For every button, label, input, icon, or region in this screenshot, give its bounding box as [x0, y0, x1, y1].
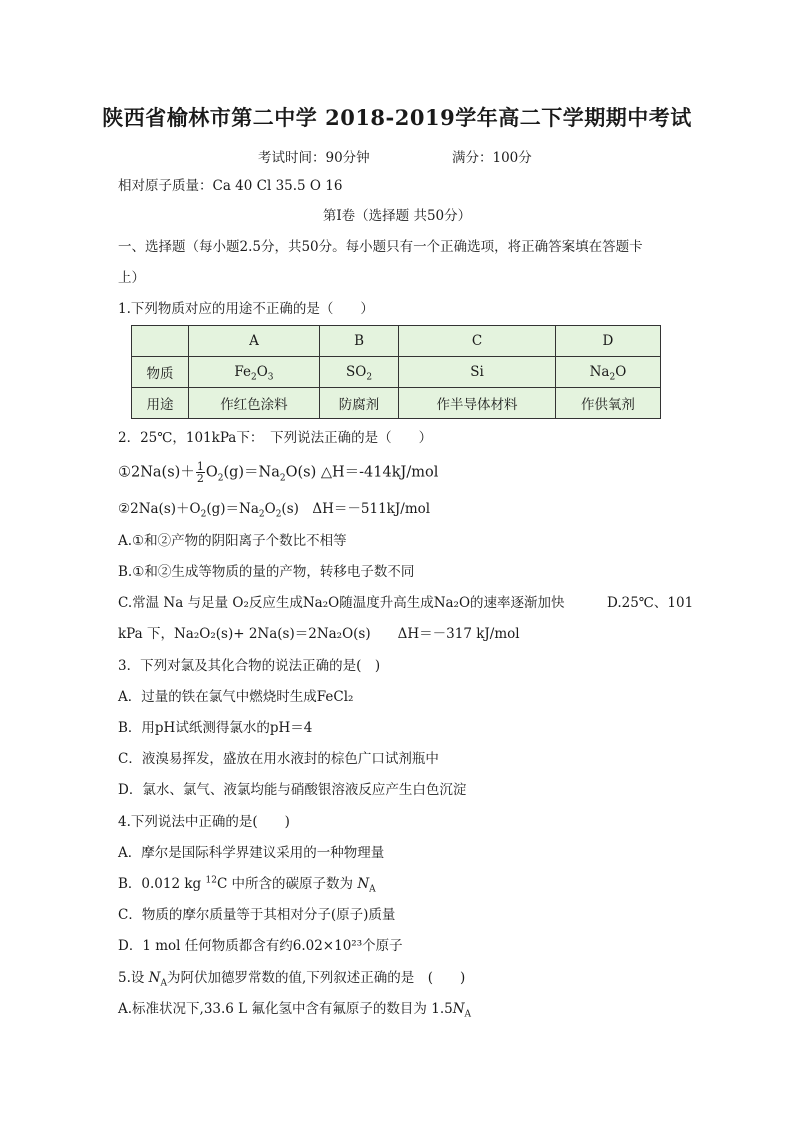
table-row: [132, 326, 661, 357]
table-cell: 作红色涂料: [189, 388, 320, 419]
q4-option-a: A．摩尔是国际科学界建议采用的一种物理量: [118, 845, 385, 861]
q1-table: [131, 325, 661, 419]
table-cell: 作供氧剂: [555, 388, 660, 419]
page-title: 陕西省榆林市第二中学 2018-2019学年高二下学期期中考试: [102, 105, 692, 130]
q2-stem: 2．25℃，101kPa下： 下列说法正确的是（ ）: [118, 430, 433, 446]
q3-option-d: D．氯水、氯气、液氯均能与硝酸银溶液反应产生白色沉淀: [118, 782, 467, 798]
table-cell: B: [319, 326, 398, 357]
q5-option-a: A.标准状况下,33.6 L 氟化氢中含有氟原子的数目为 $1.5N_A$: [118, 1001, 472, 1020]
q2-option-c: C.常温 Na 与足量 O₂反应生成Na₂O随温度升高生成Na₂O的速率逐渐加快: [118, 595, 565, 611]
table-row: [132, 357, 661, 388]
atomic-mass: 相对原子质量：Ca 40 Cl 35.5 O 16: [118, 178, 343, 194]
q4-option-b: B．0.012 kg $^{12}$C 中所含的碳原子数为 $N_A$: [118, 875, 376, 895]
exam-time: 考试时间：90分钟: [258, 150, 370, 166]
table-cell: [132, 326, 189, 357]
table-cell: A: [189, 326, 320, 357]
q2-equation-1: ①2Na(s)＋ $\frac{1}{2}$ $O_2(g)=Na_2O(s)$ △H＝-414kJ/mol: [118, 460, 439, 485]
q3-option-a: A．过量的铁在氯气中燃烧时生成FeCl₂: [118, 689, 354, 705]
table-cell: $SO_2$: [319, 357, 398, 388]
q3-stem: 3．下列对氯及其化合物的说法正确的是( ): [118, 658, 381, 674]
q4-stem: 4.下列说法中正确的是( ): [118, 814, 290, 830]
table-cell: Si: [399, 357, 556, 388]
table-cell: 用途: [132, 388, 189, 419]
q3-option-c: C．液溴易挥发，盛放在用水液封的棕色广口试剂瓶中: [118, 751, 439, 767]
instructions-line-2: 上）: [118, 270, 145, 286]
table-cell: 作半导体材料: [399, 388, 556, 419]
q2-option-d-cont: kPa 下，Na₂O₂(s)+ 2Na(s)＝2Na₂O(s) ΔH＝－317 kJ/mol: [118, 626, 520, 642]
table-cell: $Na_2O$: [555, 357, 660, 388]
q3-option-b: B．用pH试纸测得氯水的pH＝4: [118, 720, 313, 736]
table-row: [132, 388, 661, 419]
table-cell: 防腐剂: [319, 388, 398, 419]
table-cell: 物质: [132, 357, 189, 388]
q2-option-b: B.①和②生成等物质的量的产物，转移电子数不同: [118, 564, 415, 580]
section-heading: 第Ⅰ卷（选择题 共50分）: [322, 208, 472, 224]
q5-option-a-text: A.标准状况下,33.6 L 氟化氢中含有氟原子的数目为 1.5: [118, 1001, 453, 1017]
table-cell: $Fe_2O_3$: [189, 357, 320, 388]
q2-option-d-start: D.25℃、101: [607, 595, 694, 611]
q5-stem: 5.设 $N_A$为阿伏加德罗常数的值,下列叙述正确的是 ( ): [118, 970, 466, 989]
q2-equation-2: $②2Na(s)+O_2(g)=Na_2O_2(s)$ ΔH＝－511kJ/mol: [118, 501, 431, 520]
table-cell: D: [555, 326, 660, 357]
q1-stem: 1.下列物质对应的用途不正确的是（ ）: [118, 301, 374, 317]
q2-option-a: A.①和②产物的阴阳离子个数比不相等: [118, 533, 347, 549]
q5-stem-tail: 为阿伏加德罗常数的值,下列叙述正确的是 ( ): [166, 970, 466, 986]
instructions-line-1: 一、选择题（每小题2.5分，共50分。每小题只有一个正确选项，将正确答案填在答题卡: [118, 239, 643, 255]
fraction-one-half: $\frac{1}{2}$: [196, 460, 204, 485]
q4-option-d: D．1 mol 任何物质都含有约6.02×10²³个原子: [118, 938, 403, 954]
q4-option-c: C．物质的摩尔质量等于其相对分子(原子)质量: [118, 907, 396, 923]
table-cell: C: [399, 326, 556, 357]
full-score: 满分：100分: [452, 150, 532, 166]
